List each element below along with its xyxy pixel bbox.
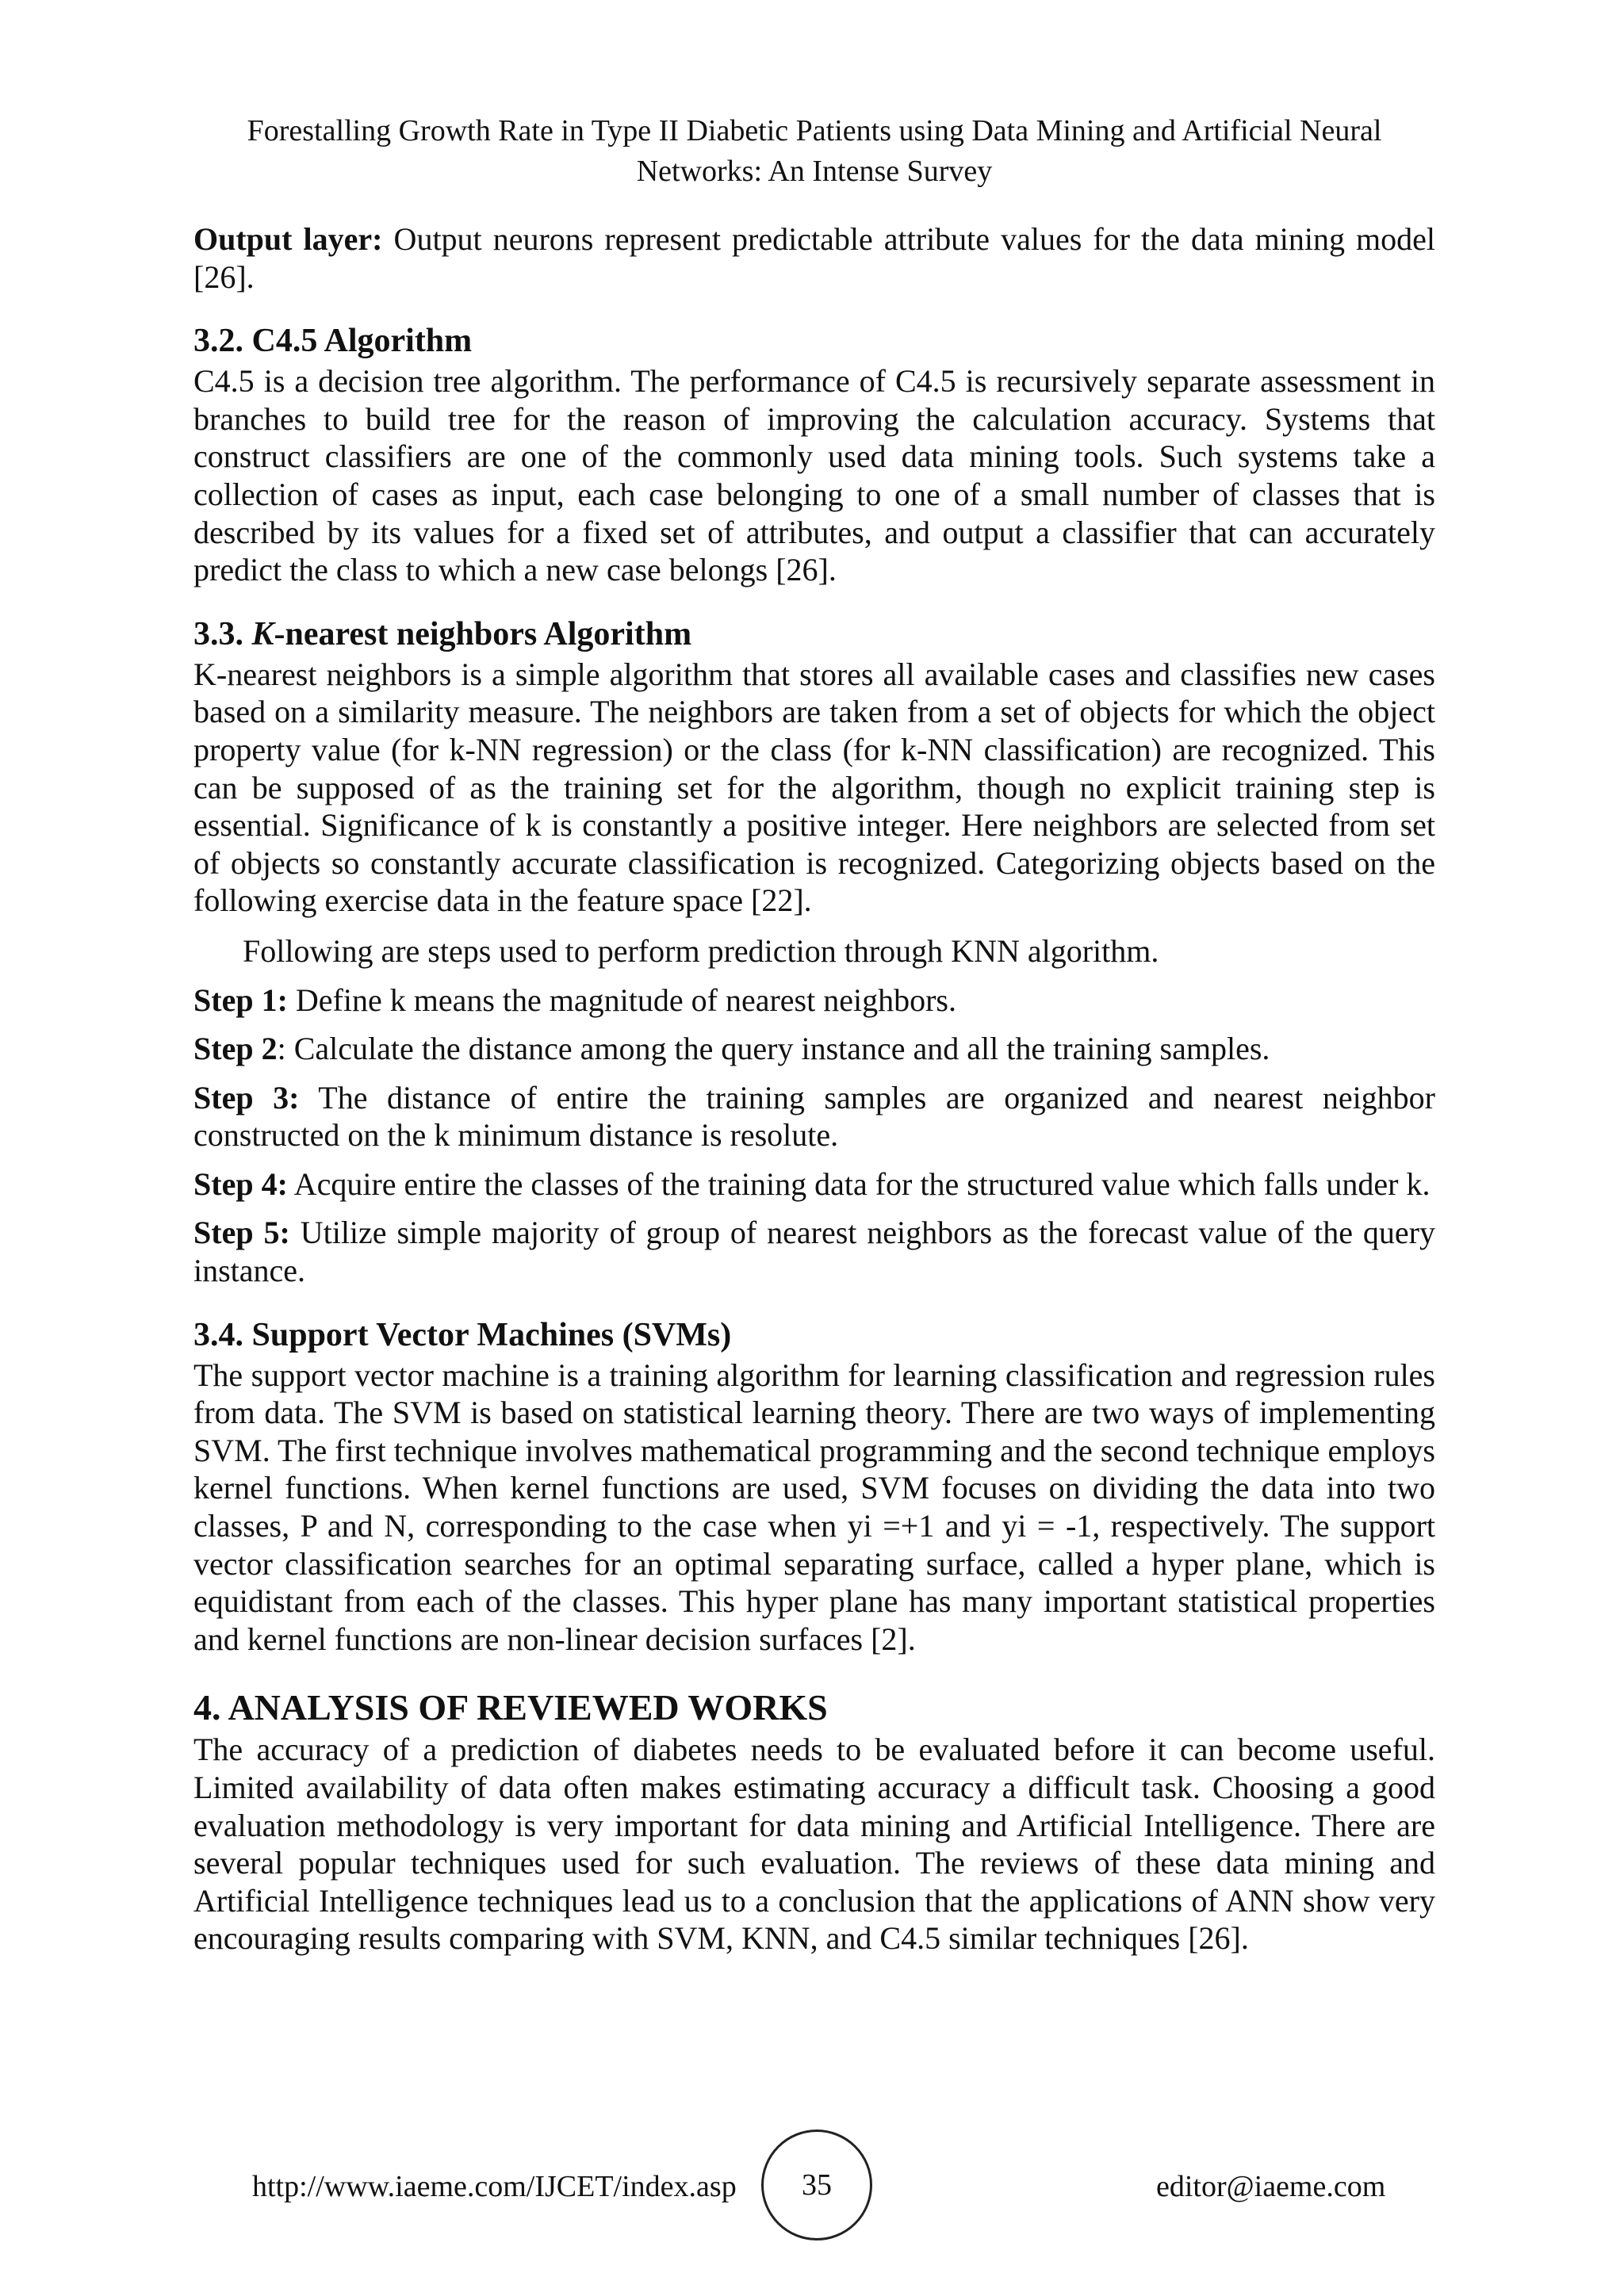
knn-step-text: Define k means the magnitude of nearest neighbors.: [287, 982, 956, 1018]
knn-step-label: Step 5:: [193, 1215, 290, 1251]
knn-step-text: Utilize simple majority of group of nearest neighbors as the forecast value of the query instance.: [193, 1215, 1435, 1289]
section-3-3-heading-title: -nearest neighbors Algorithm: [274, 615, 692, 652]
knn-step-label: Step 1:: [193, 982, 288, 1018]
section-4-heading: 4. ANALYSIS OF REVIEWED WORKS: [193, 1687, 828, 1728]
main-content: [193, 220, 1435, 1957]
output-layer-label: Output layer:: [193, 221, 383, 257]
knn-step: [193, 982, 1435, 1020]
knn-step-text: Acquire entire the classes of the training data for the structured value which falls under k.: [287, 1165, 1431, 1202]
knn-step-text: The distance of entire the training samples are organized and nearest neighbor constructed on the k minimum distance is resolute.: [193, 1079, 1436, 1154]
knn-step-label: Step 4:: [193, 1165, 288, 1202]
knn-step-label: Step 3:: [193, 1079, 300, 1115]
knn-step: [193, 1214, 1435, 1289]
footer-editor-email[interactable]: editor@iaeme.com: [1156, 2170, 1386, 2203]
running-header: [193, 111, 1435, 192]
running-header-line-1: Forestalling Growth Rate in Type II Diabetic Patients using Data Mining and Artificial Neural: [247, 114, 1382, 147]
knn-step-text: : Calculate the distance among the query instance and all the training samples.: [277, 1031, 1270, 1067]
knn-steps-intro: Following are steps used to perform prediction through KNN algorithm.: [243, 932, 1159, 969]
section-3-3-heading-number: 3.3.: [193, 615, 252, 652]
section-3-2-body: C4.5 is a decision tree algorithm. The performance of C4.5 is recursively separate assessment in branches to build tree for the reason of improving the calculation accuracy. Systems that construct classifiers are one of the commonly used data mining tools. Such systems take a collection of cases as input, each case belonging to one of a small number of classes that is described by its values for a fixed set of attributes, and output a classifier that can accurately predict the class to which a new case belongs [26].: [193, 363, 1435, 588]
footer-journal-url[interactable]: http://www.iaeme.com/IJCET/index.asp: [252, 2170, 737, 2203]
output-layer-text: Output neurons represent predictable attribute values for the data mining model [26].: [193, 221, 1436, 295]
section-3-4-heading: 3.4. Support Vector Machines (SVMs): [193, 1316, 732, 1353]
knn-step-label: Step 2: [193, 1031, 278, 1067]
output-layer-paragraph: [193, 220, 1435, 296]
knn-step: [193, 1030, 1435, 1068]
running-header-line-2: Networks: An Intense Survey: [636, 155, 993, 188]
page-number-badge: [761, 2130, 872, 2241]
section-3-3-heading: [193, 613, 1435, 656]
section-4-body: The accuracy of a prediction of diabetes needs to be evaluated before it can become useful. Limited availability of data often makes estimating accuracy a difficult task. Choosing a good evaluation methodology is very important for data mining and Artificial Intelligence. There are several popular techniques used for such evaluation. The reviews of these data mining and Artificial Intelligence techniques lead us to a conclusion that the applications of ANN show very encouraging results comparing with SVM, KNN, and C4.5 similar techniques [26].: [193, 1732, 1435, 1957]
section-3-2-heading: 3.2. C4.5 Algorithm: [193, 323, 473, 360]
knn-step: [193, 1165, 1435, 1203]
section-3-4-body: The support vector machine is a training algorithm for learning classification and regression rules from data. The SVM is based on statistical learning theory. There are two ways of implementing SVM. The first technique involves mathematical programming and the second technique employs kernel functions. When kernel functions are used, SVM focuses on dividing the data into two classes, P and N, corresponding to the case when yi =+1 and yi = -1, respectively. The support vector classification searches for an optimal separating surface, called a hyper plane, which is equidistant from each of the classes. This hyper plane has many important statistical properties and kernel functions are non-linear decision surfaces [2].: [193, 1357, 1435, 1657]
knn-step: [193, 1079, 1435, 1154]
page-number: 35: [802, 2168, 832, 2202]
section-3-3-body: K-nearest neighbors is a simple algorithm that stores all available cases and classifies new cases based on a similarity measure. The neighbors are taken from a set of objects for which the object property value (for k-NN regression) or the class (for k-NN classification) are recognized. This can be supposed of as the training set for the algorithm, though no explicit training step is essential. Significance of k is constantly a positive integer. Here neighbors are selected from set of objects so constantly accurate classification is recognized. Categorizing objects based on the following exercise data in the feature space [22].: [193, 656, 1435, 919]
section-3-3-heading-k: K: [251, 615, 274, 652]
